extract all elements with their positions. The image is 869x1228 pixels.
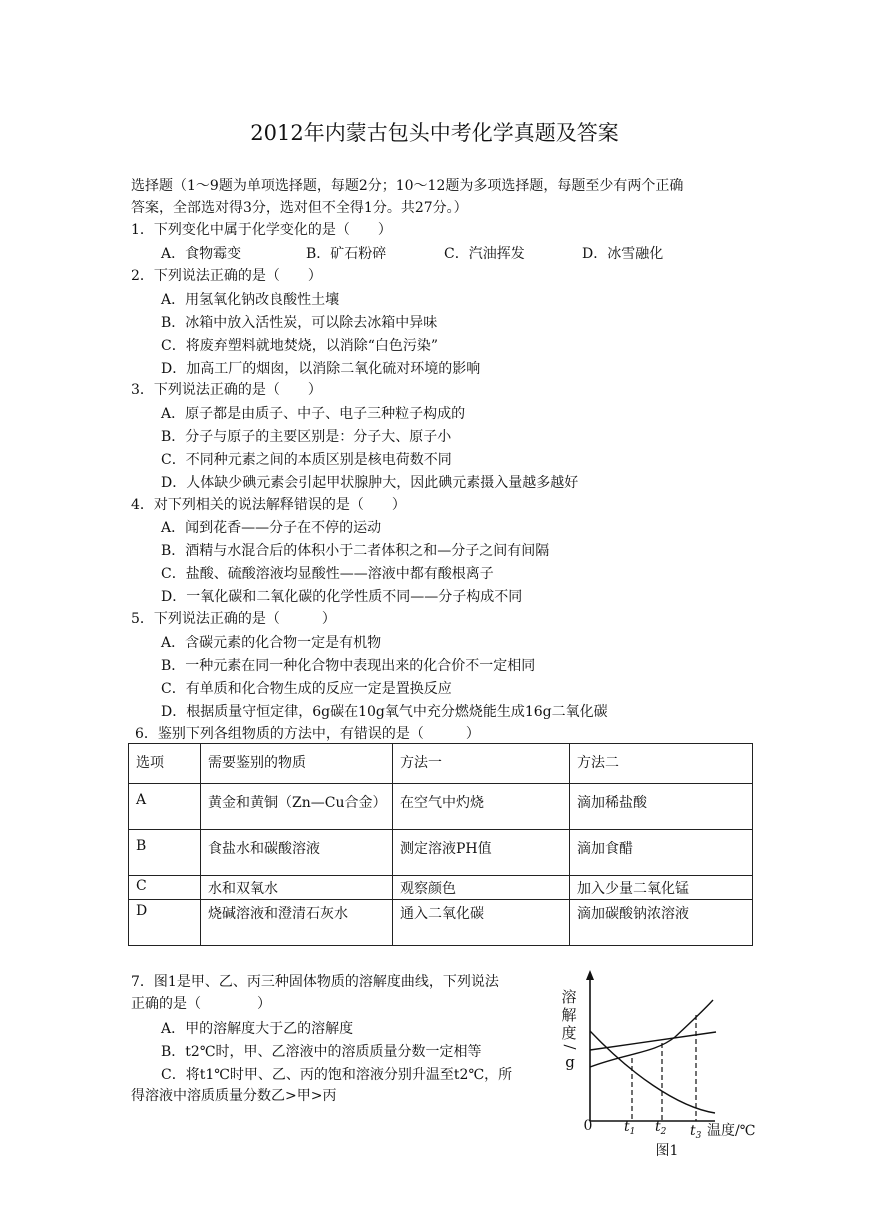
q2-option-a: A．用氢氧化钠改良酸性土壤 <box>161 292 340 308</box>
table-cell: C <box>129 876 201 900</box>
q4-option-c: C．盐酸、硫酸溶液均显酸性——溶液中都有酸根离子 <box>161 566 494 582</box>
q1-option-a: A．食物霉变 <box>161 246 242 262</box>
table-cell: 滴加稀盐酸 <box>570 784 753 830</box>
table-cell: 黄金和黄铜（Zn—Cu合金） <box>201 784 393 830</box>
table-cell: 水和双氧水 <box>201 876 393 900</box>
q2-option-b: B．冰箱中放入活性炭，可以除去冰箱中异味 <box>161 315 438 331</box>
q7-stem-line-1: 7．图1是甲、乙、丙三种固体物质的溶解度曲线，下列说法 <box>131 974 499 990</box>
q2-option-d: D．加高工厂的烟囱，以消除二氧化硫对环境的影响 <box>161 361 481 377</box>
q2-stem: 2．下列说法正确的是（ ） <box>131 268 322 284</box>
q3-option-a: A．原子都是由质子、中子、电子三种粒子构成的 <box>161 406 466 422</box>
q7-option-c: C．将t1℃时甲、乙、丙的饱和溶液分别升温至t2℃，所 <box>161 1067 513 1083</box>
q4-option-a: A．闻到花香——分子在不停的运动 <box>161 520 382 536</box>
q5-option-b: B．一种元素在同一种化合物中表现出来的化合价不一定相同 <box>161 658 536 674</box>
curve-jia <box>590 1000 713 1067</box>
table-cell: 滴加食醋 <box>570 830 753 876</box>
q3-option-b: B．分子与原子的主要区别是：分子大、原子小 <box>161 429 452 445</box>
xlabel: 温度/℃ <box>707 1123 756 1139</box>
table-cell: 测定溶液PH值 <box>393 830 570 876</box>
q1-option-b: B．矿石粉碎 <box>306 246 387 262</box>
table-cell: 滴加碳酸钠浓溶液 <box>570 900 753 946</box>
table-row <box>129 784 753 830</box>
q7-option-c-continued: 得溶液中溶质质量分数乙>甲>丙 <box>131 1088 337 1104</box>
table-header-cell: 方法一 <box>393 744 570 784</box>
y-axis <box>586 970 594 1121</box>
page-title: 2012年内蒙古包头中考化学真题及答案 <box>250 121 619 145</box>
intro-line-2: 答案，全部选对得3分，选对但不全得1分。共27分。） <box>131 200 468 216</box>
table-header-cell: 方法二 <box>570 744 753 784</box>
q4-option-b: B．酒精与水混合后的体积小于二者体积之和—分子之间有间隔 <box>161 543 550 559</box>
table-row <box>129 830 753 876</box>
ylabel-char: g <box>565 1053 575 1071</box>
tick-label-t1: $t_1$ <box>624 1119 636 1137</box>
curve-yi <box>590 1032 716 1050</box>
table-cell: A <box>129 784 201 830</box>
table-row <box>129 876 753 900</box>
ylabel-char: 溶 <box>561 988 577 1006</box>
solubility-figure <box>555 965 770 1165</box>
q7-stem-line-2: 正确的是（ ） <box>131 996 271 1012</box>
figure-caption: 图1 <box>655 1143 679 1159</box>
table-cell: D <box>129 900 201 946</box>
table-cell: 烧碱溶液和澄清石灰水 <box>201 900 393 946</box>
tick-label-t3: $t_3$ <box>690 1123 702 1141</box>
q1-option-d: D．冰雪融化 <box>582 246 664 262</box>
q5-option-d: D．根据质量守恒定律，6g碳在10g氧气中充分燃烧能生成16g二氧化碳 <box>161 704 608 720</box>
table-cell: 加入少量二氧化锰 <box>570 876 753 900</box>
table-header-row <box>129 744 753 784</box>
table-cell: B <box>129 830 201 876</box>
q4-option-d: D．一氧化碳和二氧化碳的化学性质不同——分子构成不同 <box>161 589 523 605</box>
q6-stem: 6．鉴别下列各组物质的方法中，有错误的是（ ） <box>135 726 480 742</box>
q5-option-c: C．有单质和化合物生成的反应一定是置换反应 <box>161 681 452 697</box>
q3-stem: 3．下列说法正确的是（ ） <box>131 382 322 398</box>
q1-stem: 1．下列变化中属于化学变化的是（ ） <box>131 222 392 238</box>
ylabel-char: / <box>561 1044 579 1050</box>
q4-stem: 4．对下列相关的说法解释错误的是（ ） <box>131 497 406 513</box>
q6-table <box>128 743 753 946</box>
origin-label: 0 <box>583 1118 593 1134</box>
q3-option-c: C．不同种元素之间的本质区别是核电荷数不同 <box>161 452 452 468</box>
intro-line-1: 选择题（1～9题为单项选择题，每题2分；10～12题为多项选择题，每题至少有两个正确 <box>131 178 684 194</box>
table-header-cell: 需要鉴别的物质 <box>201 744 393 784</box>
ylabel-char: 解 <box>561 1006 577 1024</box>
table-cell: 观察颜色 <box>393 876 570 900</box>
q2-option-c: C．将废弃塑料就地焚烧，以消除“白色污染” <box>161 338 439 354</box>
table-header-cell: 选项 <box>129 744 201 784</box>
q5-stem: 5．下列说法正确的是（ ） <box>131 611 336 627</box>
q5-option-a: A．含碳元素的化合物一定是有机物 <box>161 635 382 651</box>
q1-option-c: C．汽油挥发 <box>444 246 525 262</box>
table-cell: 通入二氧化碳 <box>393 900 570 946</box>
table-cell: 食盐水和碳酸溶液 <box>201 830 393 876</box>
tick-label-t2: $t_2$ <box>655 1119 667 1137</box>
q7-option-a: A．甲的溶解度大于乙的溶解度 <box>161 1021 354 1037</box>
q3-option-d: D．人体缺少碘元素会引起甲状腺肿大，因此碘元素摄入量越多越好 <box>161 475 579 491</box>
table-cell: 在空气中灼烧 <box>393 784 570 830</box>
table-row <box>129 900 753 946</box>
ylabel-char: 度 <box>561 1024 577 1042</box>
q7-option-b: B．t2℃时，甲、乙溶液中的溶质质量分数一定相等 <box>161 1044 482 1060</box>
